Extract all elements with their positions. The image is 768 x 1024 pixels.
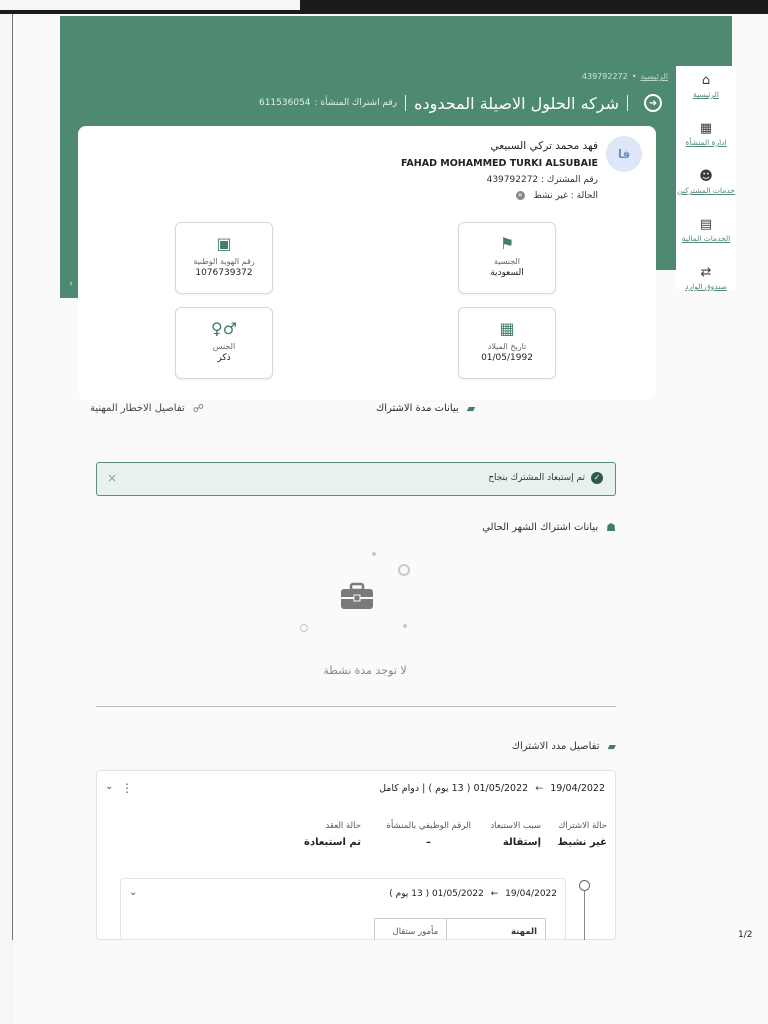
- breadcrumb-current: 439792272: [581, 72, 628, 81]
- subscriber-info: [318, 140, 598, 201]
- arrow-left-icon: ←: [490, 889, 499, 899]
- alert-message: تم إستبعاد المشترك بنجاح: [488, 473, 585, 483]
- page-title: شركه الحلول الاصيلة المحدوده: [414, 93, 619, 113]
- subscriber-name-en: FAHAD MOHAMMED TURKI ALSUBAIE: [401, 158, 598, 169]
- banner-side-tab[interactable]: ›: [60, 270, 82, 298]
- page-number: 1/2: [738, 930, 753, 940]
- scan-edge-line: [12, 14, 13, 940]
- timeline-line: [584, 891, 585, 940]
- table-header-occupation: المهنة: [446, 919, 545, 940]
- occupation-table: [374, 918, 546, 940]
- field-employee-number: الرقم الوظيفي بالمنشأة –: [386, 821, 471, 848]
- nav-item-inbox[interactable]: ⇄ صندوق الوارد: [685, 265, 727, 291]
- status-badge: غير نشط: [533, 191, 568, 201]
- gender-tile: ♀♂ الجنس ذكر: [175, 307, 273, 379]
- breadcrumb: الرئيسية•439792272: [581, 72, 668, 81]
- more-options-icon[interactable]: ⋮: [121, 781, 133, 795]
- birth-date-tile: ▦ تاريخ الميلاد 01/05/1992: [458, 307, 556, 379]
- user-plus-icon: ☗: [606, 521, 616, 534]
- close-icon[interactable]: ×: [107, 471, 118, 485]
- chevron-down-icon[interactable]: ⌄: [105, 781, 114, 792]
- field-exclusion-reason: سبب الاستبعاد إستقالة: [490, 821, 541, 848]
- check-circle-icon: ✓: [591, 472, 603, 484]
- timeline-dot: [579, 880, 590, 891]
- briefcase-icon: ▰: [466, 402, 476, 415]
- empty-state: [290, 550, 420, 690]
- table-cell-occupation: مأمور ستقال: [392, 927, 439, 937]
- arrow-left-icon: ←: [535, 783, 544, 794]
- document-icon: ▤: [699, 217, 713, 232]
- avatar: فا: [606, 136, 642, 172]
- period-header: 19/04/2022 ← 01/05/2022 ( 13 يوم ) | دوام كامل: [379, 783, 605, 794]
- chevron-down-icon[interactable]: ⌄: [129, 887, 138, 898]
- calendar-icon: ▦: [499, 319, 515, 338]
- transfer-icon: ⇄: [700, 265, 712, 280]
- subscriber-number-row: رقم المشترك : 439792272: [486, 175, 598, 185]
- id-card-icon: ▣: [216, 234, 232, 253]
- subscriber-status-row: الحالة : غير نشط ✕: [517, 191, 598, 201]
- back-arrow-icon[interactable]: ➜: [644, 94, 662, 112]
- subscriber-name-ar: فهد محمد تركي السبيعي: [490, 140, 598, 152]
- establishment-sub-value: 611536054: [258, 98, 311, 108]
- flag-icon: ⚑: [499, 234, 515, 253]
- section-divider: [96, 706, 616, 707]
- inactive-status-icon: ✕: [517, 192, 523, 199]
- nav-item-home[interactable]: ⌂ الرئيسية: [693, 73, 719, 99]
- home-icon: ⌂: [701, 73, 711, 88]
- users-icon: ☻: [699, 169, 713, 184]
- subscriber-card: [78, 126, 656, 400]
- tab-occupational-hazards[interactable]: ☍ تفاصيل الاخطار المهنية: [90, 402, 204, 415]
- page-title-row: [240, 90, 662, 116]
- success-alert: [96, 462, 616, 496]
- side-navigation: [676, 66, 736, 290]
- nav-item-subscribers[interactable]: ☻ خدمات المشتركين: [677, 169, 735, 195]
- nav-item-financial[interactable]: ▤ الخدمات المالية: [681, 217, 731, 243]
- periods-title: ▰ تفاصيل مدد الاشتراك: [511, 740, 616, 753]
- detail-tabs: [84, 402, 604, 422]
- field-subscription-status: حالة الاشتراك غير نشيط: [557, 821, 607, 848]
- nationality-tile: ⚑ الجنسية السعودية: [458, 222, 556, 294]
- hazard-users-icon: ☍: [192, 402, 204, 415]
- tab-subscription-period[interactable]: ▰ بيانات مدة الاشتراك: [376, 402, 476, 415]
- establishment-sub-label: رقم اشتراك المنشأة :: [314, 98, 398, 108]
- current-month-title: ☗ بيانات اشتراك الشهر الحالي: [482, 521, 616, 534]
- sub-period-header: 19/04/2022 ← 01/05/2022 ( 13 يوم ): [389, 889, 557, 899]
- subscriber-number: 439792272: [486, 175, 539, 185]
- building-icon: ▦: [699, 121, 713, 136]
- national-id-tile: ▣ رقم الهوية الوطنية 1076739372: [175, 222, 273, 294]
- nav-item-establishment[interactable]: ▦ ادارة المنشأة: [685, 121, 727, 147]
- empty-state-text: لا توجد مدة نشطة: [323, 664, 407, 677]
- briefcase-icon: [340, 582, 374, 610]
- field-contract-status: حالة العقد تم استبعادة: [304, 821, 361, 848]
- breadcrumb-home[interactable]: الرئيسية: [640, 72, 668, 81]
- briefcase-icon: ▰: [607, 740, 616, 753]
- gender-icon: ♀♂: [210, 319, 238, 338]
